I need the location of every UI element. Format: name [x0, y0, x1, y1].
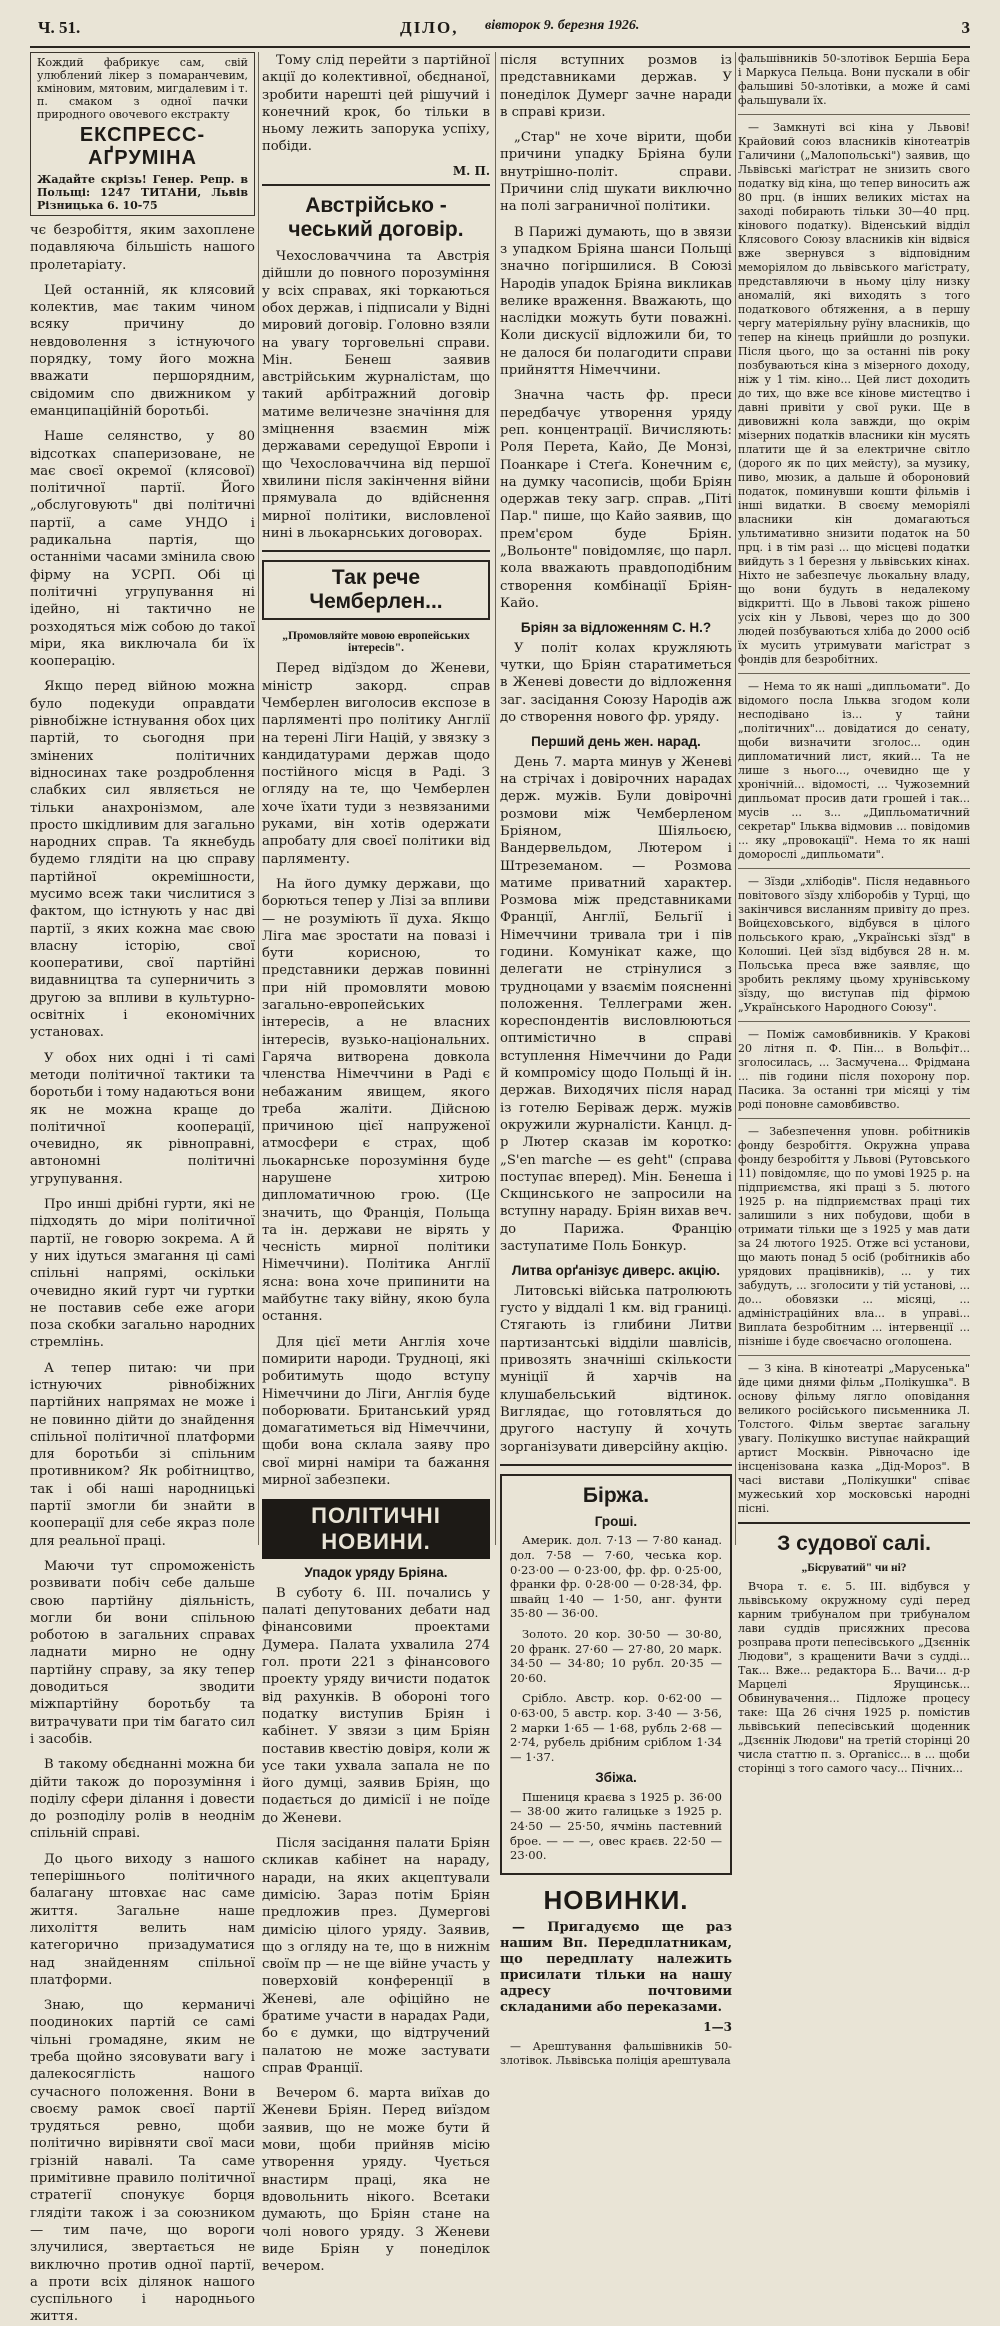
item-rule: [738, 114, 970, 115]
paragraph: В суботу 6. III. почались у палаті депутованих дебати над фінансовими проектами Думера. Палата ухвалила 274 гол. проти 221 з фінансового проекту уряду вичисти податок від рахунків. В обороні того податку виступив Бріян і кабінет. У звязи з цим Бріян поставив квестію довіря, коли ж усе таки ухвала запала не по його думці, заявив Бріян, що подається до димісії і не поїде до Женеви.: [262, 1585, 490, 1826]
article-body: Чехословаччина та Австрія дійшли до повного порозуміння у всіх справах, які торкаються обох держав, і підписали у Відні мировий договір. Головно взяли на увагу торговельні справи. Мін. Бенеш заявив австрійським журналістам, що такий арбітражний договір матиме величезне значіння для зміцнення взаємин між державами середущої Европи і що Чехословаччина від першої хвилини після закінчення війни прямувала до вдійснення мирної політики, висловленої нині в льокарнських договорах.: [262, 249, 490, 541]
article-title: Перший день жен. нарад.: [531, 734, 701, 750]
article-subtitle: „Промовляйте мовою европейських інтересів".: [282, 630, 470, 655]
paragraph: В Парижі думають, що в звязи з упадком Бріяна шанси Польщі значно погіршилися. В Союзі Народів упадок Бріяна викликав велике враження. Вважають, що наслідки можуть бути поважні. Коли дискусії відложили би, то не далося би полагодити справи прийняття Німеччини.: [500, 224, 732, 379]
column-divider: [495, 52, 496, 1545]
ad-contact: Жадайте скрізь! Генер. Репр. в Польщі: 1247 ТИТАНИ, Львів Різницька 6. 10-75: [37, 173, 248, 212]
column-divider: [258, 52, 259, 1545]
paragraph: Після засідання палати Бріян скликав кабінет на нараду, наради, на яких акцептували димісію. Зараз потім Бріян предложив през. Думергові димісію цілого уряду. Заявив, що з огляду на те, що в нижнім своїм пр — не ще війне участь у поверховій конференції в Женеві, але офіційно не братиме участи в нарадах Ради, бо є думки, що відтручений палатою не може застувати справ Франції.: [262, 1836, 490, 2076]
news-reminder-ref: 1—3: [703, 2019, 732, 2034]
paragraph: Про инші дрібні гурти, які не підходять до міри політичної партії, не говорю зокрема. А й у них ідуться змагання ці самі спільні напрямі, оскільки очевидно який гурт чи гуртки не поставив себе еже агори поза скобки загально народних стремлінь.: [30, 1197, 255, 1351]
news-item: — Замкнуті всі кіна у Львові! Крайовий союз власників кінотеатрів Галичини („Малопольські") заявив, що Львівські маґістрат не знизить свого податку від кіна, що тепер виносить аж 80 прц. (в інших великих містах на заході побирають тільки 30—40 прц. кінового податку). Віденський відділ Клясового Союзу власників кін відвіся вже звернувся з відповідним меморіялом до львівського маґістрату, представляючи в ньому цілу низку аномалій, які виходять з того податкового обтяження, а в першу чергу матеріяльну руїну власників, що тепер на кінець прийшли до розпуки. Після цього, що за останні пів року позбуваються кіна з мізерного доходу, ніж у 1 тім. кіно... Цей лист доходить до тих, що вже все кінове мистецтво і давні привіти у свої руки. Ще в дивовижні кола завжди, що окрім мізерних податків власники кін мусять платити ще й за електричне світло (дорого як по цих мейсту), за музику, пиво, мюзик, а дальше й обороновий податок, поминувши кошти фільмів і інші видатки. В своєму меморіялі власники кін домагаються ультимативно знизити податок на 50 прц. і в тім разі ... що місцеві податки вийдуть з 1 березня у львівських кінах. Ніхто не забезпечує льокальну владу, що вони будуть в недалекому відкритті. Що в Львові також рішено усіх кін у Львові, через що до 300 людей позбуваються хліба до 2000 осіб їх мусить утримувати маґістрат з фондів для безробітних.: [738, 121, 971, 666]
paragraph: День 7. марта минув у Женеві на стрічах і довірочних нарадах держ. мужів. Були довірочні розмови між Чемберленом Бріяном, Шіяльоєю, Вандервельдом, Лютером і Штреземаном. — Розмова матиме приватний характер. Розмова між представниками Франції, Англії, Бельгії і Німеччини тривала три і пів години. Комунікат каже, що делегати не стрінулися з трудноцами у взаємім поясненні положення. Теллеграми жен. кореспондентів висловлюються оптимістично в справі вступлення Німеччини до Ради й компромісу щодо Польщі й ін. держав. Виходячих після нарад із готелю Беріваж держ. мужів окружили журналісти. Канцл. д-р Лютер сказав ім коротко: „S'en marche — es geht" (справа поступає вперед). Мін. Бенеша і Скщинського не запросили на вступну нараду. Бріян вихав веч. до Парижа. Францію заступатиме Поль Бонкур.: [500, 754, 732, 1255]
author-signature: М. П.: [452, 163, 490, 178]
column-3: [500, 52, 732, 2067]
news-title: НОВИНКИ.: [543, 1884, 689, 1915]
exchange-gold: Золото. 20 кор. 30·50 — 30·80, 20 франк. 27·60 — 27·80, 20 марк. 34·50 — 34·80; 10 рубл. 20·35 — 20·60.: [510, 1627, 722, 1685]
article-title: Литва орґанізує диверс. акцію.: [511, 1263, 721, 1279]
issue-date: вівторок 9. березня 1926.: [485, 18, 640, 33]
paragraph: Цей останній, як клясовий колектив, має таким чином всяку причину до невдоволення з істнуючого порядку, тому його можна вважати першорядним, свідомим спо движником у еманципаційній боротьбі.: [30, 282, 255, 419]
paragraph: Тому слід перейти з партійної акції до колективної, обєднаної, зробити нарешті цей рішучий і конечний крок, бо тільки в ньому лежить запорука успіху, побіди.: [262, 53, 490, 155]
paragraph: В такому обєднанні можна би дійти також до порозуміння і поділу сфери ділання і довести до розподілу ролів в неоднім спільній справі.: [30, 1757, 255, 1842]
section-rule: [500, 1464, 732, 1466]
ad-text: Кождий фабрикує сам, свій улюблений лікер з помаранчевим, кміновим, мятовим, мигдалевим і т. п. смаком з одної пачки природного овочевого екстракту: [37, 56, 248, 121]
article-title: Так рече Чемберлен...: [309, 566, 443, 614]
exchange-silver: Срібло. Австр. кор. 0·62·00 — 0·63·00, 5 австр. кор. 3·40 — 3·56, 2 марки 1·65 — 1·68, рубль 2·68 — 2·74, рубель дрібним сріблом 1·34 — 1·37.: [510, 1691, 722, 1764]
paragraph: Литовські війська патролюють густо у віддалі 1 км. від границі. Стягають із глибини Литви партизантські відділи шавлісів, привозять значніші скількости муніції й харчів на клушабельський відтинок. Виглядає, що готовляться до другого наступу й хочуть зорганізувати диверсійну акцію.: [500, 1283, 732, 1455]
item-rule: [738, 868, 970, 869]
paragraph: чє безробіття, яким захоплене подавляюча більшість нашого пролетаріату.: [30, 223, 255, 273]
page-number: 3: [961, 18, 970, 37]
column-1: [30, 52, 255, 2325]
paragraph: На його думку держави, що борються тепер у Лізі за впливи — не розуміють її духа. Якщо Ліга має зростати на повазі і бути корисною, то представники держав повинні при ній промовляти мовою загально-европейських інтересів, а не власних інтересів, вузько-національних. Гаряча витворена довкола членства Німеччини в Раді є небажаним явищем, якого треба жаліти. Дійсною причиною цієї напруженої атмосфери є страх, щоб льокарнське порозуміння буде нарушене хитрою дипломатичною грою. (Це значить, що Франція, Польща та ін. держави не вірять у чесність мирної політики Німеччини). Політика Англії ясна: вона хоче припинити на майбутнє таку війну, якою була остання.: [262, 876, 490, 1325]
section-banner: ПОЛІТИЧНІ НОВИНИ.: [262, 1499, 490, 1559]
article-title: Австрійсько - чеський договір.: [288, 193, 464, 241]
section-rule: [262, 184, 490, 186]
article-title: Упадок уряду Бріяна.: [304, 1565, 448, 1581]
news-item: — Арештування фальшівників 50-злотівок. Львівська поліція арештувала: [500, 2039, 732, 2067]
paragraph: А тепер питаю: чи при істнуючих рівнобіжних партійних напрямах не може і не повинно дійти до знайдення спільної політичної платформи для боротьби зі спільним противником? Як робітництво, так і обі наші народницькі партії змогли би знайти в кооперації для себе якраз поле для реальної праці.: [30, 1360, 255, 1549]
newspaper-title: ДІЛО,: [400, 18, 459, 37]
news-reminder: — Пригадуємо ще раз нашим Вп. Передплатникам, що передплату належить присилати тільки на нашу адресу почтовими складаними або переказами.: [500, 1919, 732, 2015]
exchange-money: Америк. дол. 7·13 — 7·80 канад. дол. 7·58 — 7·60, чеська кор. 0·23·00 — 0·23·00, фр. фр. 0·25·00, франки фр. 0·28·00 — 0·28·34, фр. швайц 1·40 — 1·50, анг. фунти 35·80 — 36·00.: [510, 1533, 722, 1621]
exchange-grain: Пшениця краєва з 1925 р. 36·00 — 38·00 жито галицьке з 1925 р. 24·50 — 25·50, ячмінь пастевний брое. — — —, овес краєв. 22·50 — 23·00.: [510, 1789, 722, 1863]
paragraph: Для цієї мети Англія хоче помирити народи. Трудноці, які робитимуть щодо вступу Німеччини до Ліги, Англія буде поборювати. Британський уряд домагатиметься від Німеччини, щоби вона склала заяву про свої мирні наміри та бажання мирної забезпеки.: [262, 1334, 490, 1489]
column-4: [738, 52, 971, 1776]
item-rule: [738, 1118, 970, 1119]
item-rule: [738, 673, 970, 674]
paragraph: після вступних розмов із представниками держав. У понеділок Думерг зачне наради в справі кризи.: [500, 53, 732, 120]
paragraph: У політ колах кружляють чутки, що Бріян старатиметься в Женеві довести до відложення заг. засідання Союзу Народів аж до створення нового фр. уряду.: [500, 640, 732, 725]
masthead: [30, 18, 970, 42]
news-item: — З кіна. В кінотеатрі „Марусенька" йде цими днями фільм „Полікушка". В основу фільму лягло оповідання великого російського письменника Л. Толстого. Фільм звертає загальну увагу. Полікушко виступає найкращий артист Москвін. Рівночасно іде інсценізована казка „Дід-Мороз". В часі вистави „Полікушки" співає мужеський хор московські народні пісні.: [738, 1362, 970, 1515]
masthead-rule: [30, 46, 970, 48]
paragraph: У обох них одні і ті самі методи політичної тактики та боротьби і тому надаються вони як не можна краще до політичної кооперації, очевидно, як рівноправні, автономні політичні угрупування.: [30, 1050, 255, 1187]
paragraph: Перед відїздом до Женеви, міністр закорд. справ Чемберлен виголосив експозе в парляменті про політику Англії на терені Ліги Націй, у звязку з кандидатурами держав щодо постійного місця в Раді. З огляду на те, що Чемберлен хоче їхати туди з незвязаними руками, він хотів одержати апробату для своєї політики від парляменту.: [262, 661, 490, 867]
court-title: З судової салі.: [777, 1532, 931, 1555]
paragraph: Маючи тут спроможеність розвивати побіч себе дальше свою партійну діяльність, могли би вони спільною роботою в загальних справах ладнати мирно не одну партійну справу, за яку тепер доводиться зводити міжпартійну боротьбу та витрачувати при тім багато сил і засобів.: [30, 1558, 255, 1747]
paragraph: Вечером 6. марта виїхав до Женеви Бріян. Перед виїздом заявив, що не може бути й мови, щоби прийняв місію утворення уряду. Чується внастирм праці, яка не вдовольнить нікого. Всетаки думають, що Бріян стане на чолі нового уряду. З Женеви виде Бріян у понеділок вечером.: [262, 2086, 490, 2275]
news-item: — Поміж самовбивників. У Кракові 20 літня п. Ф. Пін... в Вольфіт... зголосилась, ... Засмучена... Фрідмана ... пів години після похорону пор. Пасика. За останні три місяці у тім роді поновне самовбивство.: [738, 1028, 970, 1111]
news-item: — Зїзди „хлібодів". Після недавнього повітового зїзду хліборобів у Турці, що закінчився висланням привіту до през. Войцєховського, відбувся в цілого польського краю, „Українські зїзд" в Колошиі. Цей зїзд відбувся 28 н. м. Польська преса вже заявляє, що зробить рекляму цьому хрунівському зїзду, що виступав під фірмою „Українського Народного Союзу".: [738, 875, 970, 1014]
exchange-subtitle: Гроші.: [594, 1513, 638, 1529]
paragraph: Якщо перед війною можна було подекуди оправдати рівнобіжне істнування обох цих партій, то сьогодня при змінених політичних відносинах таке роздроблення слабких сил являється не тільки анахронізмом, але просто шкідливим для загально народних справ. Та якнебудь будемо глядіти на цю справу партійної окремішности, мусимо всеж таки числитися з фактом, що істнують у нас дві партії, з яких кожна має свою власну історію, свої кооперативи, свої партійні видавництва та суперничить з другою за впливи в культурно-освітніх і економічних установах.: [30, 679, 255, 1041]
section-rule: [262, 550, 490, 552]
paragraph: „Стар" не хоче вірити, щоби причини упадку Бріяна були внутрішно-політ. справи. Причини слід шукати виключно на полі заграничної політики.: [500, 130, 732, 215]
exchange-title: Біржа.: [582, 1483, 650, 1507]
section-rule: [738, 1522, 970, 1524]
article-title: Бріян за відложенням С. Н.?: [520, 620, 712, 636]
court-body: Вчора т. є. 5. III. відбувся у львівському окружному суді перед карним трибуналом при трибуналом лави суддів присяжних пресова розправа проти пепесівського „Дзєннік Людови", з кращенити Вачи з судді... Так... Вже... редактора Б... Вачи... д-р Марцелі Ярущинськ... Обвинувачення... Підложе процесу таке: Ща 26 січня 1925 р. помістив львівський пепесівський щоденник „Дзєннік Людови" на третій сторінці 20 числа статтю п. з. Oрrаnісс... в ... щоби сторінці з того самого часу... Пічних...: [738, 1580, 970, 1776]
paragraph: Значна часть фр. преси передбачує утворення уряду реп. концентрації. Вичисляють: Роля Перета, Кайо, Де Монзі, Поанкаре і Стеґа. Конечним є, на думку часописів, щоби Бріян одержав теку загр. справ. „Піті Пар." пише, що Кайо заявив, що прем'єром буде Бріян. „Вольонте" повідомляє, що парл. кола вважають правдоподібним створення комбінації Бріян-Кайо.: [500, 388, 732, 611]
advertisement: [30, 52, 255, 216]
column-2: [262, 52, 490, 2275]
issue-number: Ч. 51.: [38, 18, 81, 37]
item-rule: [738, 1355, 970, 1356]
news-item: — Нема то як наші „дипльомати". До відомого посла Ільква згодом коли несподівано із... у тайни „політичних"... довідатися до сенату, щоби визначити зголос... один дипломатичний лист, який... Та не лише з нього..., очевидно ще у хронічній... відомості, ... Чужоземний дипльомат просив дати грошей і так... мусів ... з... „Дипльоматичний секретар" Ільква відмовив ... повідомив ... яку „провокації". Нема то як наші доморослі „дипльомати".: [738, 680, 970, 861]
court-subtitle: „Бісруватий" чи ні?: [801, 1562, 907, 1575]
item-rule: [738, 1021, 970, 1022]
paragraph: До цього виходу з нашого теперішнього політичного балагану штовхає нас саме життя. Загальне наше лихоліття велить нам категорично призадуматися над знайденням спільної платформи.: [30, 1851, 255, 1988]
paragraph: Наше селянство, у 80 відсотках спаперизоване, не має своєї окремої (клясової) політичної партії. Його „обслуговують" дві політичні партії, а саме УНДО і радикальна партія, що останніми часами змінила свою фірму на УСРП. Обі ці політичні угрупування ні ідейно, ні тактично не розходяться між собою до такої міри, яка виключала би їх кооперацію.: [30, 429, 255, 670]
column-divider: [735, 52, 736, 1545]
exchange-subtitle: Збіжа.: [595, 1770, 637, 1786]
paragraph: Знаю, що керманичі поодиноких партій се самі чільні громадяне, яким не треба щойно зясовувати вагу і далекосяглість нашого сучасного положення. Вони в своєму рамок своєї партії трудяться ревно, щоби політично вирівняти свої маси грізній навалі. Та саме примітивне правило політичної стратегії спонукує борця глядіти також і за союзником — тим паче, що вороги злучилися, звертається не виключно против одної партії, а проти всіх ділянок нашого суспільного і народнього життя.: [30, 1998, 255, 2325]
news-item: — Забезпечення уповн. робітників фонду безробіття. Окружна управа фонду безробіття у Львові (Рутовського 11) повідомляє, що по умові 1925 р. на підприємства, які праці з 5. лютого 1925 р. на підприємствах праці тих залишили з них побудови, щоби в отримати тільки ще з 1925 у мав дати за 24 лютого 1925. Отже всі установи, що мають понад 5 осіб (робітників або урядових працівників), ... у тих забудуть, ... зголосити у тій установі, ... до... обовязки ... місяці, ... адміністраційних вла... в управі... Виплата безробітним ... інтервенції ... пізніше і буде своєчасно оголошена.: [738, 1125, 970, 1348]
news-item: фальшівників 50-злотівок Бершіа Бера і Маркуса Пельца. Вони пускали в обіг фальшиві 50-злотівки, а може й самі фальшували їх.: [738, 52, 970, 107]
ad-brand: ЕКСПРЕСС-АҐРУМІНА: [79, 124, 206, 169]
article-title-box: [262, 560, 490, 620]
exchange-box: [500, 1474, 732, 1875]
